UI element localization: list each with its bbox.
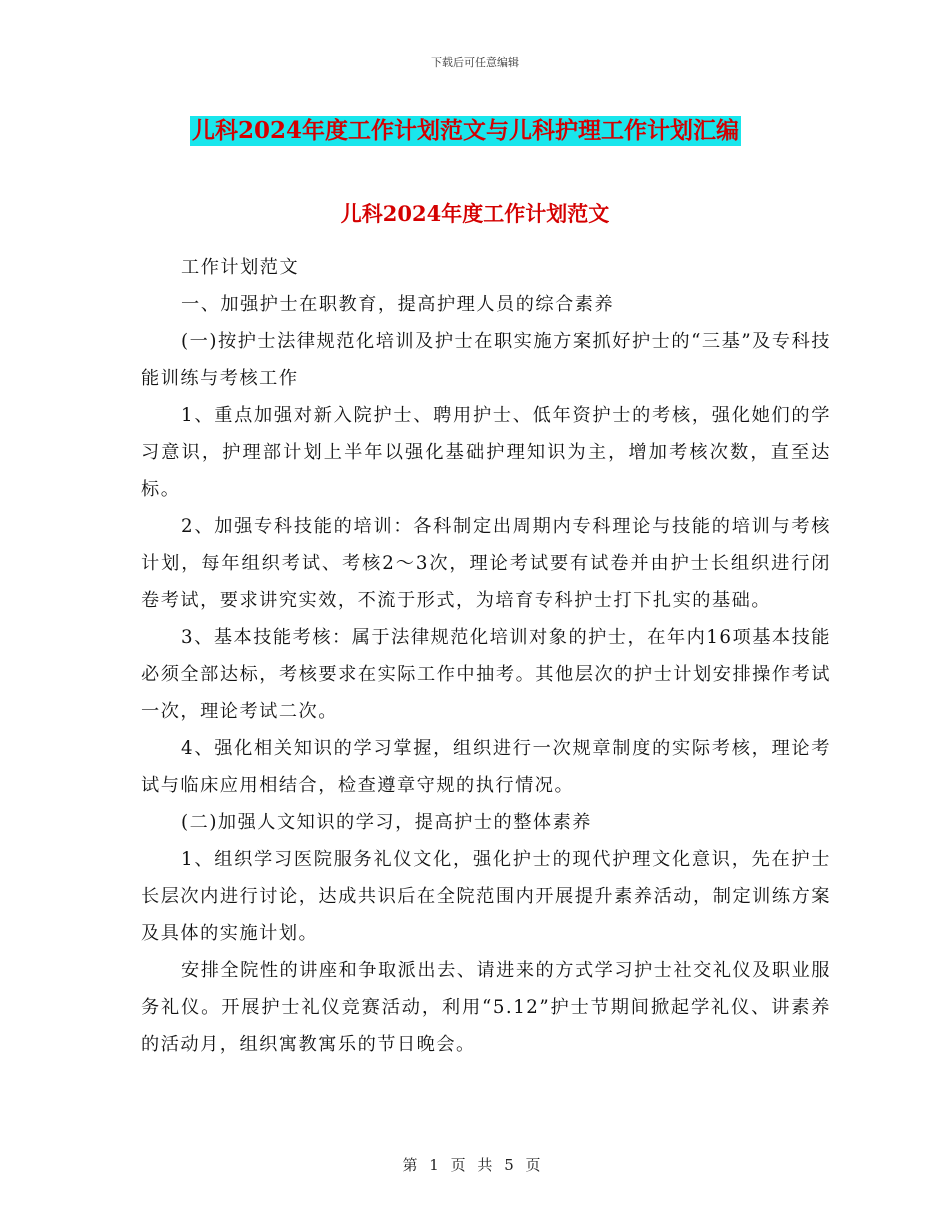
paragraph: 安排全院性的讲座和争取派出去、请进来的方式学习护士社交礼仪及职业服务礼仪。开展护士礼仪竞赛活动，利用“5.12”护士节期间掀起学礼仪、讲素养的活动月，组织寓教寓乐的节日晚会。 (141, 960, 831, 1055)
page-label-mid: 页 (450, 1156, 466, 1174)
paragraph: (一)按护士法律规范化培训及护士在职实施方案抓好护士的“三基”及专科技能训练与考核工作 (141, 331, 831, 389)
page-label-post: 页 (525, 1156, 541, 1174)
page-header: 下载后可任意编辑 (431, 56, 519, 69)
paragraph: 工作计划范文 (181, 257, 300, 278)
paragraph: 1、重点加强对新入院护士、聘用护士、低年资护士的考核，强化她们的学习意识，护理部计划上半年以强化基础护理知识为主，增加考核次数，直至达标。 (141, 405, 831, 500)
page-footer (0, 1154, 950, 1175)
document-title: 儿科2024年度工作计划范文与儿科护理工作计划汇编 (192, 117, 740, 144)
paragraph: 一、加强护士在职教育，提高护理人员的综合素养 (181, 294, 615, 315)
paragraph: 4、强化相关知识的学习掌握，组织进行一次规章制度的实际考核，理论考试与临床应用相结合，检查遵章守规的执行情况。 (141, 738, 831, 796)
paragraph: 2、加强专科技能的培训：各科制定出周期内专科理论与技能的培训与考核计划，每年组织考试、考核2～3次，理论考试要有试卷并由护士长组织进行闭卷考试，要求讲究实效，不流于形式，为培育专科护士打下扎实的基础。 (141, 516, 831, 611)
paragraph: 1、组织学习医院服务礼仪文化，强化护士的现代护理文化意识，先在护士长层次内进行讨论，达成共识后在全院范围内开展提升素养活动，制定训练方案及具体的实施计划。 (141, 849, 831, 944)
document-body (141, 249, 831, 1063)
section-title: 儿科2024年度工作计划范文 (340, 201, 610, 226)
page-number: 1 (429, 1156, 439, 1174)
paragraph: 3、基本技能考核：属于法律规范化培训对象的护士，在年内16项基本技能必须全部达标，考核要求在实际工作中抽考。其他层次的护士计划安排操作考试一次，理论考试二次。 (141, 627, 831, 722)
page-label-total: 共 (477, 1156, 493, 1174)
paragraph: (二)加强人文知识的学习，提高护士的整体素养 (181, 812, 592, 833)
total-pages: 5 (504, 1156, 514, 1174)
page-label-pre: 第 (402, 1156, 418, 1174)
